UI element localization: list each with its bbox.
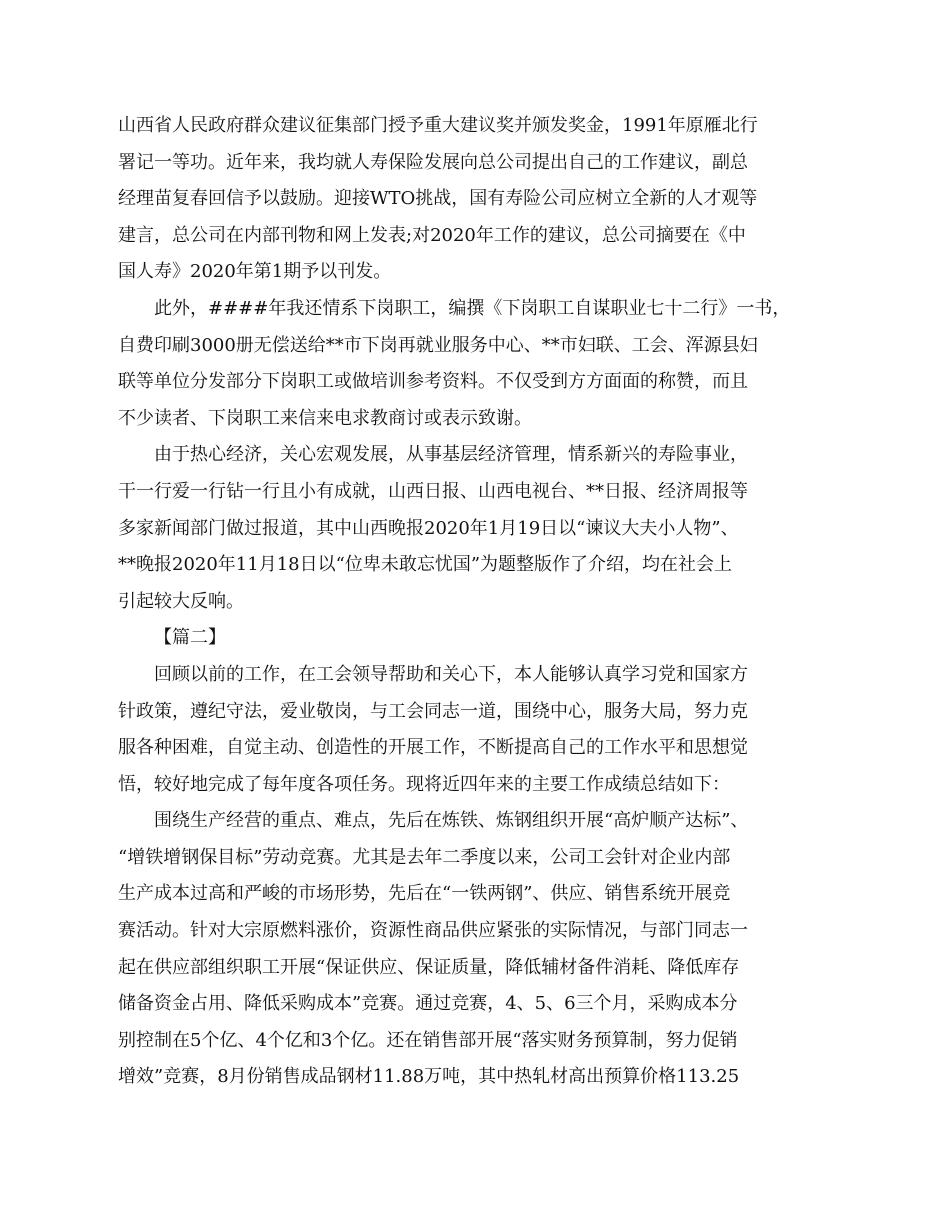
text-line: 经理苗复春回信予以鼓励。迎接WTO挑战，国有寿险公司应树立全新的人才观等 bbox=[118, 188, 758, 210]
text-line: 此外，####年我还情系下岗职工，编撰《下岗职工自谋职业七十二行》一书， bbox=[154, 297, 791, 319]
text-line: 由于热心经济，关心宏观发展，从事基层经济管理，情系新兴的寿险事业， bbox=[154, 444, 748, 466]
text-line: 多家新闻部门做过报道，其中山西晚报2020年1月19日以“谏议大夫小人物”、 bbox=[118, 517, 739, 539]
text-line: 山西省人民政府群众建议征集部门授予重大建议奖并颁发奖金，1991年原雁北行 bbox=[118, 115, 758, 136]
text-line: 【篇二】 bbox=[154, 627, 226, 649]
text-line: 起在供应部组织职工开展“保证供应、保证质量，降低辅材备件消耗、降低库存 bbox=[118, 956, 740, 978]
text-line: 针政策，遵纪守法，爱业敬岗，与工会同志一道，围绕中心，服务大局，努力克 bbox=[118, 700, 748, 722]
text-line: 增效”竞赛，8月份销售成品钢材11.88万吨，其中热轧材高出预算价格113.25 bbox=[118, 1066, 740, 1088]
text-line: 署记一等功。近年来，我均就人寿保险发展向总公司提出自己的工作建议，副总 bbox=[118, 151, 748, 173]
text-line: 自费印刷3000册无偿送给**市下岗再就业服务中心、**市妇联、工会、浑源县妇 bbox=[118, 334, 758, 356]
text-line: 围绕生产经营的重点、难点，先后在炼铁、炼钢组织开展“高炉顺产达标”、 bbox=[154, 810, 749, 832]
text-line: 建言，总公司在内部刊物和网上发表;对2020年工作的建议，总公司摘要在《中 bbox=[118, 224, 746, 246]
text-line: 别控制在5个亿、4个亿和3个亿。还在销售部开展“落实财务预算制，努力促销 bbox=[118, 1029, 738, 1051]
text-line: 回顾以前的工作，在工会领导帮助和关心下，本人能够认真学习党和国家方 bbox=[154, 663, 748, 685]
text-line: 储备资金占用、降低采购成本”竞赛。通过竞赛，4、5、6三个月，采购成本分 bbox=[118, 993, 738, 1015]
text-line: 不少读者、下岗职工来信来电求教商讨或表示致谢。 bbox=[118, 407, 532, 429]
text-line: 引起较大反响。 bbox=[118, 590, 244, 612]
text-line: “增铁增钢保目标”劳动竞赛。尤其是去年二季度以来，公司工会针对企业内部 bbox=[118, 846, 731, 868]
text-line: 赛活动。针对大宗原燃料涨价，资源性商品供应紧张的实际情况，与部门同志一 bbox=[118, 920, 748, 942]
text-line: 干一行爱一行钻一行且小有成就，山西日报、山西电视台、**日报、经济周报等 bbox=[118, 480, 748, 502]
text-line: 服各种困难，自觉主动、创造性的开展工作，不断提高自己的工作水平和思想觉 bbox=[118, 737, 748, 759]
text-line: 生产成本过高和严峻的市场形势，先后在“一铁两钢”、供应、销售系统开展竞 bbox=[118, 883, 731, 905]
text-line: **晚报2020年11月18日以“位卑未敢忘忧国”为题整版作了介绍，均在社会上 bbox=[118, 554, 733, 576]
text-line: 悟，较好地完成了每年度各项任务。现将近四年来的主要工作成绩总结如下： bbox=[118, 773, 730, 795]
text-line: 联等单位分发部分下岗职工或做培训参考资料。不仅受到方方面面的称赞，而且 bbox=[118, 371, 748, 393]
text-line: 国人寿》2020年第1期予以刊发。 bbox=[118, 261, 392, 283]
